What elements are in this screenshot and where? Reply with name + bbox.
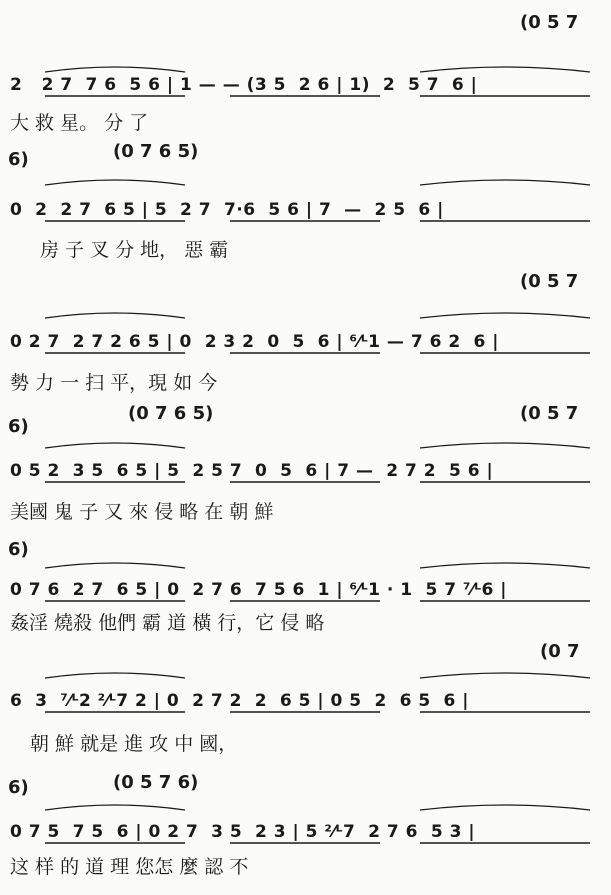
lyric-line: 这 样 的 道 理 您怎 麼 認 不	[10, 856, 249, 878]
rest-annotation: (0 7 6 5)	[128, 403, 214, 424]
lyric-line: 姦淫 燒殺 他們 霸 道 橫 行，它 侵 略	[10, 612, 325, 634]
notation-line: 0 5 2 3 5 6 5 | 5 2 5 7 0 5 6 | 7 — 2 7 2 5 6 |	[10, 461, 494, 481]
slur-arc	[420, 443, 590, 448]
rest-annotation: (0 5 7	[520, 271, 579, 292]
slur-arc	[45, 313, 185, 318]
lyric-line: 大 救 星。 分 了	[10, 112, 149, 134]
lyric-line: 美國 鬼 子 又 來 侵 略 在 朝 鮮	[10, 501, 274, 523]
slur-arc	[420, 805, 590, 810]
slur-arc	[45, 67, 185, 72]
notation-line: 0 7 5 7 5 6 | 0 2 7 3 5 2 3 | 5 ²⁄ᴸ7 2 7 6 5 3 |	[10, 822, 476, 842]
slur-arc	[420, 313, 590, 318]
lead-in: 6)	[8, 416, 29, 437]
notation-line: 6 3 ⁷⁄ᴸ2 ²⁄ᴸ7 2 | 0 2 7 2 2 6 5 | 0 5 2 6 5 6 |	[10, 691, 469, 711]
rest-annotation: (0 5 7	[520, 12, 579, 33]
slur-arc	[45, 805, 185, 810]
slur-arc	[420, 67, 590, 72]
notation-line: 0 7 6 2 7 6 5 | 0 2 7 6 7 5 6 1 | ⁶⁄ᴸ1 · 1 5 7 ⁷⁄ᴸ6 |	[10, 580, 508, 600]
rest-annotation: (0 7 6 5)	[113, 141, 199, 162]
notation-line: 0 2 7 2 7 2 6 5 | 0 2 3 2 0 5 6 | ⁶⁄ᴸ1 — 7 6 2 6 |	[10, 332, 499, 352]
rest-annotation: (0 5 7	[520, 403, 579, 424]
lead-in: 6)	[8, 149, 29, 170]
rest-annotation: (0 5 7 6)	[113, 772, 199, 793]
slur-arc	[420, 563, 590, 568]
slur-arc	[45, 563, 185, 568]
slur-arc	[420, 673, 590, 678]
lyric-line: 朝 鮮 就是 進 攻 中 國，	[30, 733, 238, 755]
slur-arc	[420, 180, 590, 185]
lyric-line: 勢 力 一 扫 平，現 如 今	[10, 372, 218, 394]
slur-arc	[45, 443, 185, 448]
lead-in: 6)	[8, 777, 29, 798]
rest-annotation: (0 7	[540, 641, 580, 662]
lead-in: 6)	[8, 539, 29, 560]
slur-arc	[45, 180, 185, 185]
lyric-line: 房 子 叉 分 地， 惡 霸	[40, 239, 229, 261]
notation-line: 0 2 2 7 6 5 | 5 2 7 7·6 5 6 | 7 — 2 5 6 |	[10, 200, 444, 220]
notation-line: 2 2 7 7 6 5 6 | 1 — — (3 5 2 6 | 1) 2 5 7 6 |	[10, 75, 478, 95]
slur-arc	[45, 673, 185, 678]
